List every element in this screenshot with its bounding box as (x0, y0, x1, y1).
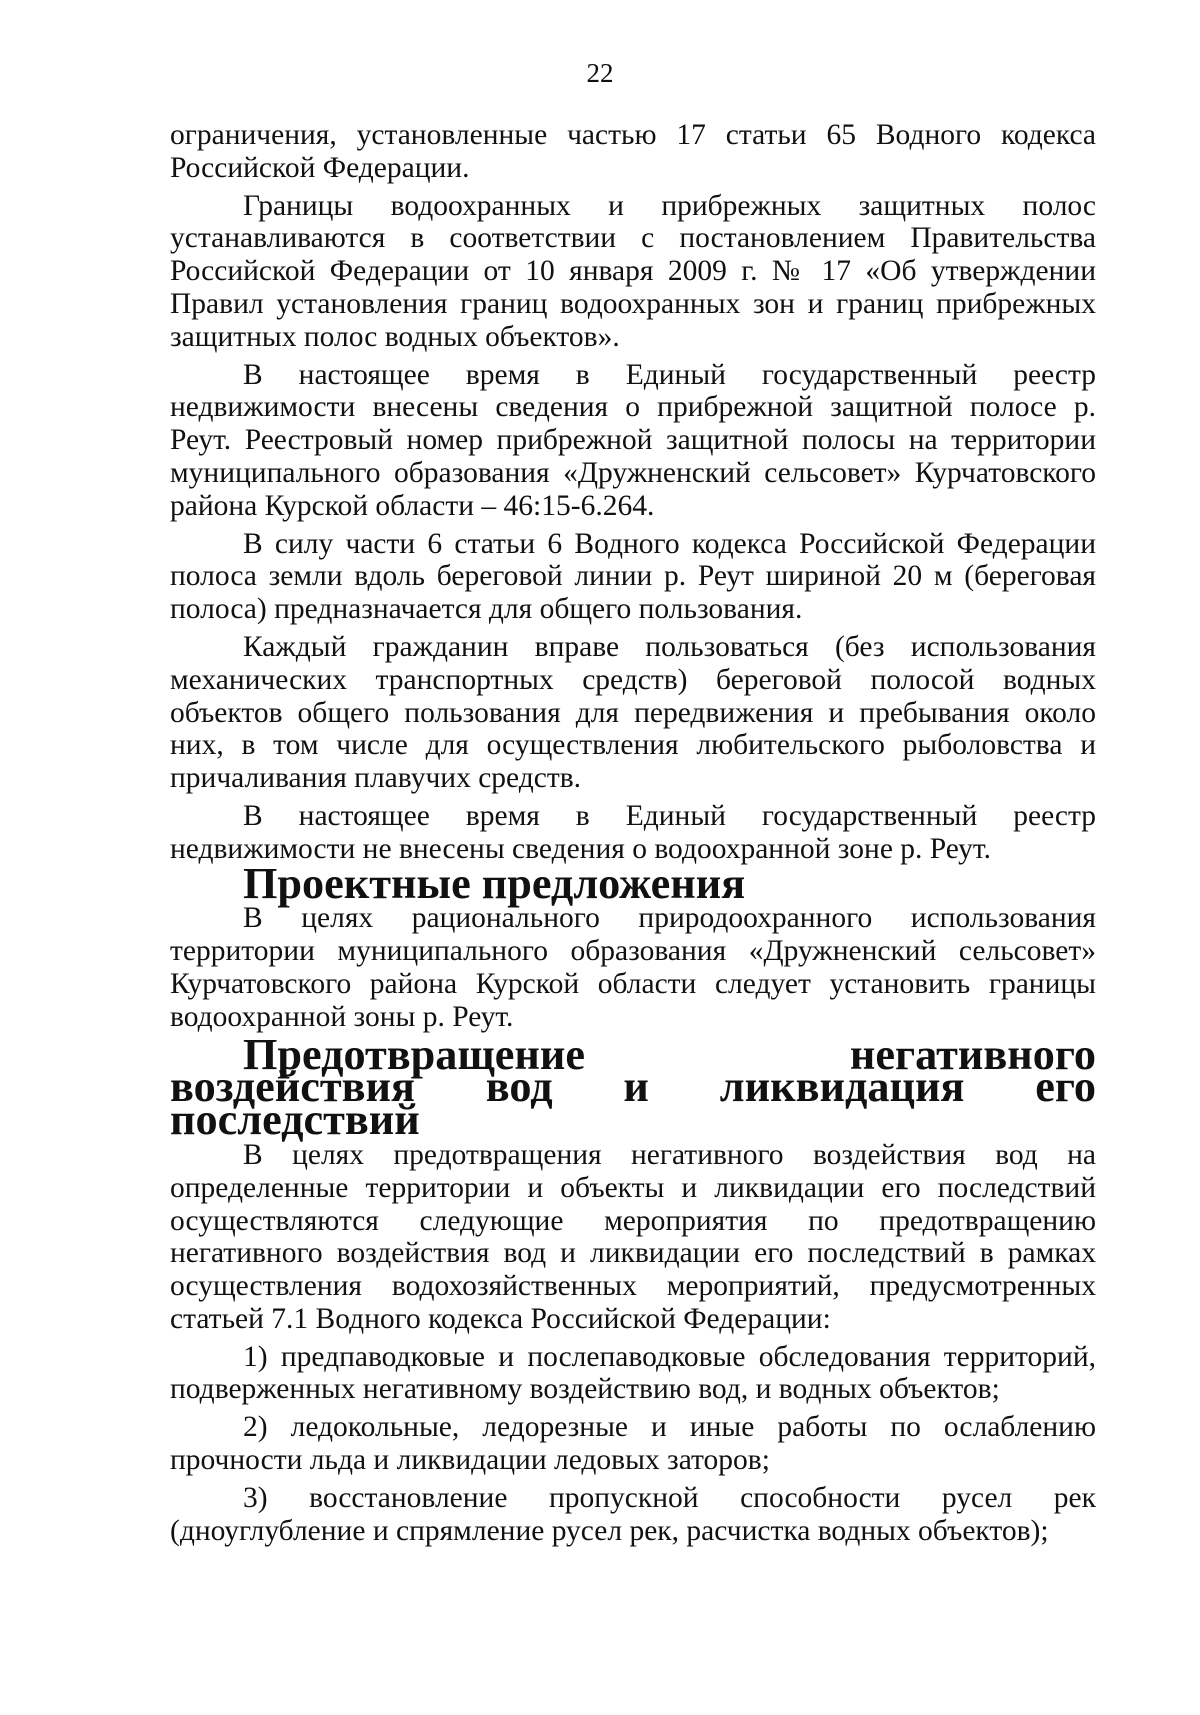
paragraph-prevention-measures: В целях предотвращения негативного воздействия вод на определенные территории и объекты и ликвидации его последствий осуществляются следующие мероприятия по предотвращению негативного воздействия вод и ликвидации его последствий в рамках осуществления водохозяйственных мероприятий, предусмотренных статьей 7.1 Водного кодекса Российской Федерации: (170, 1138, 1096, 1335)
paragraph-proposal-boundaries: В целях рационального природоохранного использования территории муниципального образования «Дружненский сельсовет» Курчатовского района Курской области следует установить границы водоохранной зоны р. Реут. (170, 902, 1096, 1033)
paragraph-protection-boundaries: Границы водоохранных и прибрежных защитных полос устанавливаются в соответствии с постановлением Правительства Российской Федерации от 10 января 2009 г. № 17 «Об утверждении Правил установления границ водоохранных зон и границ прибрежных защитных полос водных объектов». (170, 189, 1096, 353)
list-item: 1) предпаводковые и послепаводковые обследования территорий, подверженных негативному воздействию вод, и водных объектов; (170, 1340, 1096, 1406)
heading-project-proposals: Проектные предложения (243, 858, 746, 908)
page-number: 22 (586, 58, 614, 88)
list-item: 3) восстановление пропускной способности русел рек (дноуглубление и спрямление русел рек, расчистка водных объектов); (170, 1481, 1096, 1547)
paragraph-registry-water-protection-zone: В настоящее время в Единый государственный реестр недвижимости не внесены сведения о водоохранной зоне р. Реут. (170, 799, 1096, 865)
paragraph-citizen-access: Каждый гражданин вправе пользоваться (без использования механических транспортных средств) береговой полосой водных объектов общего пользования для передвижения и пребывания около них, в том числе для осуществления любительского рыболовства и причаливания плавучих средств. (170, 630, 1096, 795)
paragraph-water-code-restrictions: ограничения, установленные частью 17 статьи 65 Водного кодекса Российской Федерации. (170, 119, 1096, 184)
paragraph-shore-strip-public-use: В силу части 6 статьи 6 Водного кодекса Российской Федерации полоса земли вдоль береговой линии р. Реут шириной 20 м (береговая полоса) предназначается для общего пользования. (170, 527, 1096, 626)
heading-negative-impact-prevention: Предотвращение негативного воздействия вод и ликвидация его последствий (170, 1029, 1096, 1145)
paragraph-registry-coastal-strip: В настоящее время в Единый государственный реестр недвижимости внесены сведения о прибрежной защитной полосе р. Реут. Реестровый номер прибрежной защитной полосы на территории муниципального образования «Дружненский сельсовет» Курчатовского района Курской области – 46:15-6.264. (170, 358, 1096, 522)
document-body (170, 119, 1096, 1547)
list-item: 2) ледокольные, ледорезные и иные работы по ослаблению прочности льда и ликвидации ледовых заторов; (170, 1411, 1096, 1477)
